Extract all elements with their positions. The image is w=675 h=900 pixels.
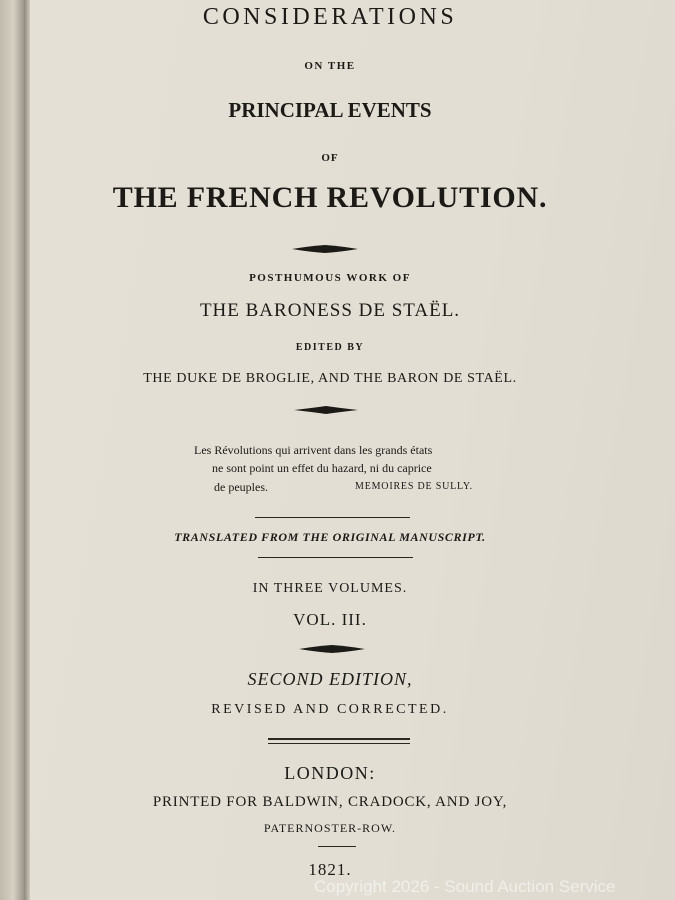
editors-names: THE DUKE DE BROGLIE, AND THE BARON DE STAËL. xyxy=(143,371,517,386)
double-rule xyxy=(268,738,410,744)
title-principal-events: PRINCIPAL EVENTS xyxy=(228,98,432,122)
revised-corrected: REVISED AND CORRECTED. xyxy=(211,702,449,717)
rule-3 xyxy=(318,846,356,847)
author-name: THE BARONESS DE STAËL. xyxy=(199,300,461,321)
title-considerations: CONSIDERATIONS xyxy=(202,4,458,30)
book-spine-edge xyxy=(0,0,24,900)
title-on-the: ON THE xyxy=(304,60,356,72)
translated-line: TRANSLATED FROM THE ORIGINAL MANUSCRIPT. xyxy=(174,530,486,544)
epigraph-line-3: de peuples. xyxy=(214,480,268,494)
in-three-volumes: IN THREE VOLUMES. xyxy=(252,581,408,596)
rule-1 xyxy=(255,517,410,518)
address-line: PATERNOSTER-ROW. xyxy=(263,821,397,835)
copyright-watermark: Copyright 2026 - Sound Auction Service xyxy=(314,877,616,896)
title-french-revolution: THE FRENCH REVOLUTION. xyxy=(112,181,548,214)
title-of: OF xyxy=(321,152,339,164)
publication-year: 1821. xyxy=(308,860,352,879)
posthumous-work-of: POSTHUMOUS WORK OF xyxy=(249,272,411,284)
ornament-3 xyxy=(297,644,367,654)
rule-2 xyxy=(258,557,413,558)
epigraph-line-1: Les Révolutions qui arrivent dans les grands états xyxy=(194,443,433,457)
ornament-1 xyxy=(290,244,360,254)
ornament-2 xyxy=(292,405,360,415)
epigraph-line-2: ne sont point un effet du hazard, ni du caprice xyxy=(212,461,432,475)
second-edition: SECOND EDITION, xyxy=(247,669,413,689)
epigraph-source: MEMOIRES DE SULLY. xyxy=(355,481,473,492)
edited-by: EDITED BY xyxy=(295,342,365,353)
city-london: LONDON: xyxy=(284,763,376,783)
volume-number: VOL. III. xyxy=(293,610,367,629)
printer-line: PRINTED FOR BALDWIN, CRADOCK, AND JOY, xyxy=(152,794,508,810)
